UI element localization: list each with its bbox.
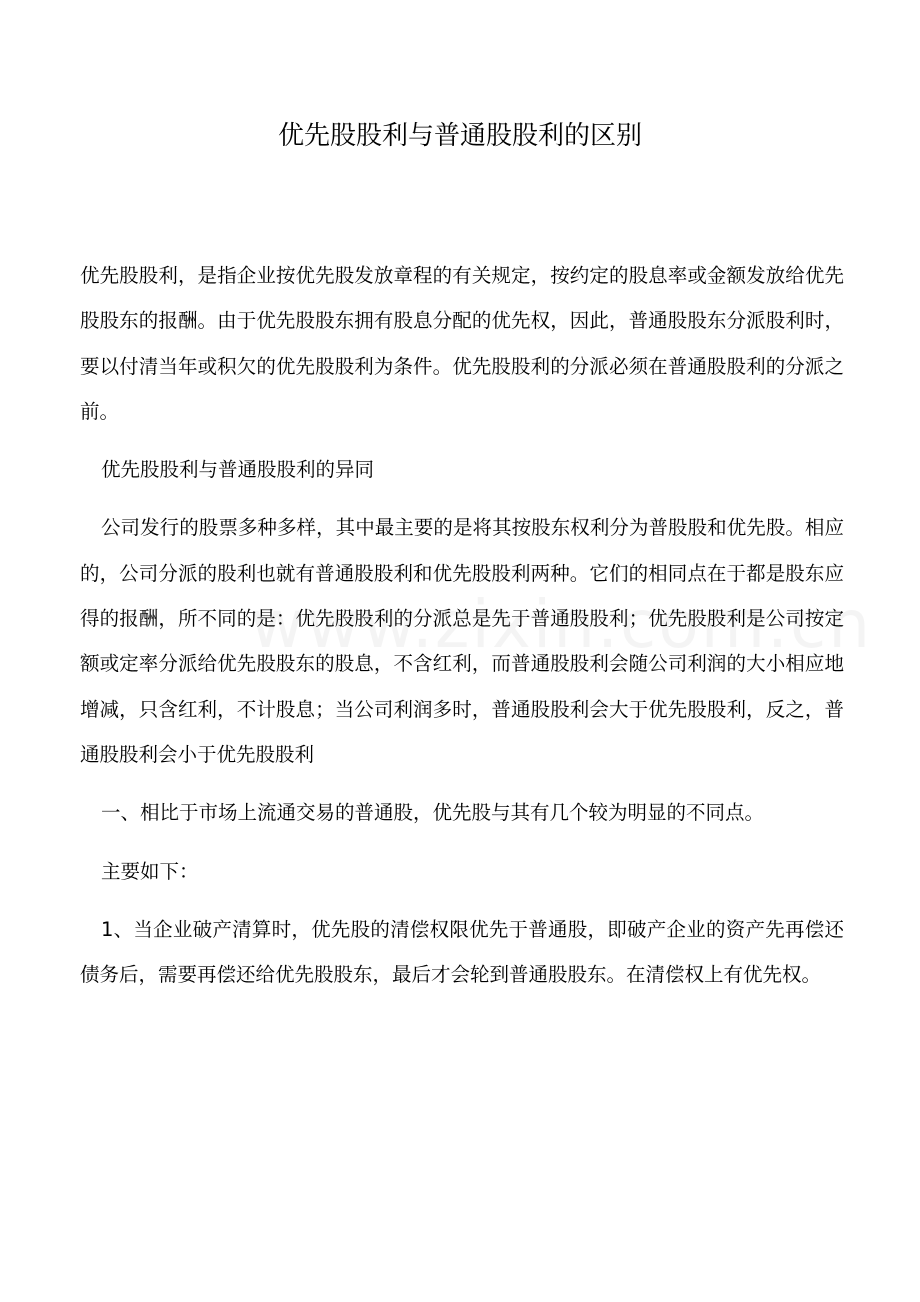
document-body: [80, 253, 844, 1010]
paragraph-main-points: 主要如下：: [101, 859, 199, 883]
paragraph-definition: 优先股股利，是指企业按优先股发放章程的有关规定，按约定的股息率或金额发放给优先股股东的报酬。由于优先股股东拥有股息分配的优先权，因此，普通股股东分派股利时，要以付清当年或积欠的优先股股利为条件。优先股股利的分派必须在普通股股利的分派之前。: [80, 264, 844, 423]
paragraph-comparison: 公司发行的股票多种多样，其中最主要的是将其按股东权利分为普股股和优先股。相应的，公司分派的股利也就有普通股股利和优先股股利两种。它们的相同点在于都是股东应得的报酬，所不同的是：优先股股利的分派总是先于普通股股利；优先股股利是公司按定额或定率分派给优先股股东的股息，不含红利，而普通股股利会随公司利润的大小相应地增减，只含红利，不计股息；当公司利润多时，普通股股利会大于优先股股利，反之，普通股股利会小于优先股股利: [80, 516, 844, 766]
page-title: 优先股股利与普通股股利的区别: [277, 121, 642, 151]
paragraph-point-one: 1、当企业破产清算时，优先股的清偿权限优先于普通股，即破产企业的资产先再偿还债务后，需要再偿还给优先股股东，最后才会轮到普通股股东。在清偿权上有优先权。: [80, 917, 844, 987]
paragraph-subheading: 优先股股利与普通股股利的异同: [101, 458, 375, 482]
paragraph-section-one: 一、相比于市场上流通交易的普通股，优先股与其有几个较为明显的不同点。: [101, 801, 765, 825]
